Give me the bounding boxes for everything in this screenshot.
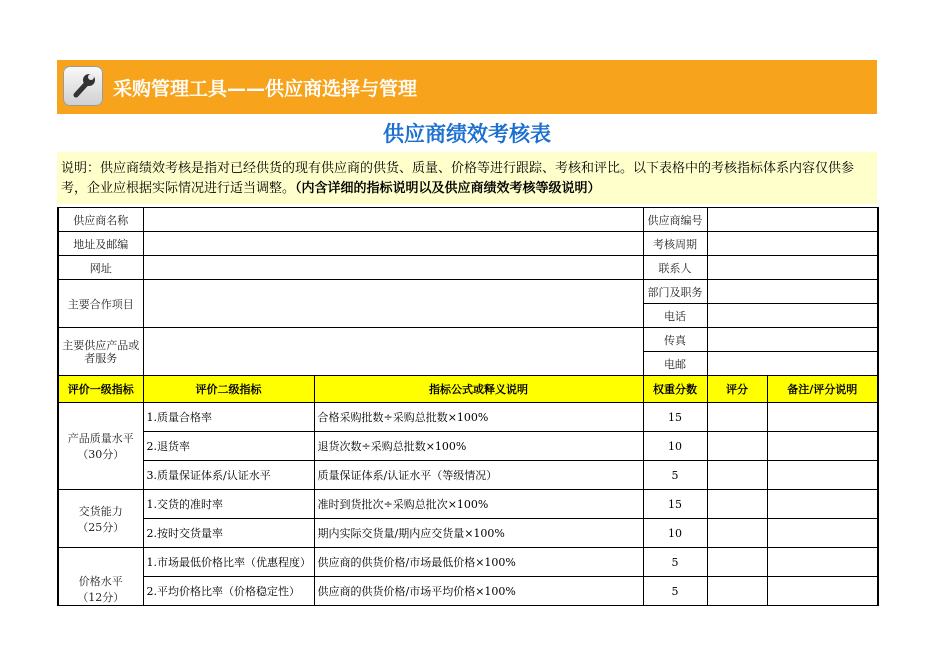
label-email: 电邮 <box>643 352 707 376</box>
score-cell[interactable] <box>707 519 767 548</box>
item-formula: 供应商的供货价格/市场最低价格×100% <box>314 548 643 577</box>
item-formula: 准时到货批次÷采购总批次×100% <box>314 490 643 519</box>
item-formula: 期内实际交货量/期内应交货量×100% <box>314 519 643 548</box>
description-text: 说明：供应商绩效考核是指对已经供货的现有供应商的供货、质量、价格等进行跟踪、考核和评比。以下表格中的考核指标体系内容仅供参考，企业应根据实际情况进行适当调整。 <box>61 161 855 196</box>
score-cell[interactable] <box>707 432 767 461</box>
item-name: 2.按时交货量率 <box>143 519 314 548</box>
remark-cell[interactable] <box>767 432 878 461</box>
group-points: （25分） <box>77 520 125 534</box>
label-products: 主要供应产品或者服务 <box>58 328 143 376</box>
item-name: 1.质量合格率 <box>143 403 314 432</box>
remark-cell[interactable] <box>767 403 878 432</box>
banner-title: 采购管理工具——供应商选择与管理 <box>113 78 418 100</box>
label-website: 网址 <box>58 256 143 280</box>
item-name: 1.市场最低价格比率（优惠程度） <box>143 548 314 577</box>
header-score: 评分 <box>707 376 767 403</box>
score-cell[interactable] <box>707 403 767 432</box>
item-name: 3.质量保证体系/认证水平 <box>143 461 314 490</box>
remark-cell[interactable] <box>767 577 878 606</box>
fax-cell[interactable] <box>707 328 878 352</box>
remark-cell[interactable] <box>767 490 878 519</box>
item-name: 1.交货的准时率 <box>143 490 314 519</box>
address-cell[interactable] <box>143 232 643 256</box>
item-name: 2.退货率 <box>143 432 314 461</box>
remark-cell[interactable] <box>767 519 878 548</box>
group-name: 价格水平 <box>78 575 123 588</box>
label-contact: 联系人 <box>643 256 707 280</box>
page-title: 供应商绩效考核表 <box>383 122 551 146</box>
projects-cell[interactable] <box>143 280 643 328</box>
remark-cell[interactable] <box>767 461 878 490</box>
item-weight: 5 <box>643 461 707 490</box>
item-weight: 5 <box>643 577 707 606</box>
group-name: 交货能力 <box>78 504 123 518</box>
item-formula: 供应商的供货价格/市场平均价格×100% <box>314 577 643 606</box>
score-cell[interactable] <box>707 461 767 490</box>
label-projects: 主要合作项目 <box>58 280 143 328</box>
description-bold-note: （内含详细的指标说明以及供应商绩效考核等级说明） <box>295 181 601 196</box>
email-cell[interactable] <box>707 352 878 376</box>
header-remark: 备注/评分说明 <box>767 376 878 403</box>
item-formula: 退货次数÷采购总批数×100% <box>314 432 643 461</box>
item-weight: 10 <box>643 519 707 548</box>
label-phone: 电话 <box>643 304 707 328</box>
item-weight: 5 <box>643 548 707 577</box>
score-cell[interactable] <box>707 577 767 606</box>
description-box <box>57 152 877 204</box>
dept-cell[interactable] <box>707 280 878 304</box>
item-formula: 质量保证体系/认证水平（等级情况） <box>314 461 643 490</box>
label-dept: 部门及职务 <box>643 280 707 304</box>
products-cell[interactable] <box>143 328 643 376</box>
group-delivery <box>58 490 143 548</box>
group-points: （12分） <box>77 591 125 604</box>
contact-cell[interactable] <box>707 256 878 280</box>
label-supplier-name: 供应商名称 <box>58 208 143 232</box>
item-weight: 15 <box>643 403 707 432</box>
phone-cell[interactable] <box>707 304 878 328</box>
wrench-icon <box>63 66 103 106</box>
item-name: 2.平均价格比率（价格稳定性） <box>143 577 314 606</box>
group-price <box>58 548 143 606</box>
period-cell[interactable] <box>707 232 878 256</box>
supplier-no-cell[interactable] <box>707 208 878 232</box>
item-weight: 10 <box>643 432 707 461</box>
label-supplier-no: 供应商编号 <box>643 208 707 232</box>
header-level1: 评价一级指标 <box>58 376 143 403</box>
website-cell[interactable] <box>143 256 643 280</box>
label-period: 考核周期 <box>643 232 707 256</box>
score-cell[interactable] <box>707 548 767 577</box>
score-cell[interactable] <box>707 490 767 519</box>
label-address: 地址及邮编 <box>58 232 143 256</box>
group-name: 产品质量水平 <box>67 432 134 445</box>
header-banner <box>57 60 877 114</box>
item-formula: 合格采购批数÷采购总批数×100% <box>314 403 643 432</box>
label-fax: 传真 <box>643 328 707 352</box>
header-level2: 评价二级指标 <box>143 376 314 403</box>
supplier-name-cell[interactable] <box>143 208 643 232</box>
header-weight: 权重分数 <box>643 376 707 403</box>
header-formula: 指标公式或释义说明 <box>314 376 643 403</box>
evaluation-table <box>57 207 879 606</box>
group-points: （30分） <box>77 448 125 461</box>
item-weight: 15 <box>643 490 707 519</box>
remark-cell[interactable] <box>767 548 878 577</box>
group-quality <box>58 403 143 490</box>
